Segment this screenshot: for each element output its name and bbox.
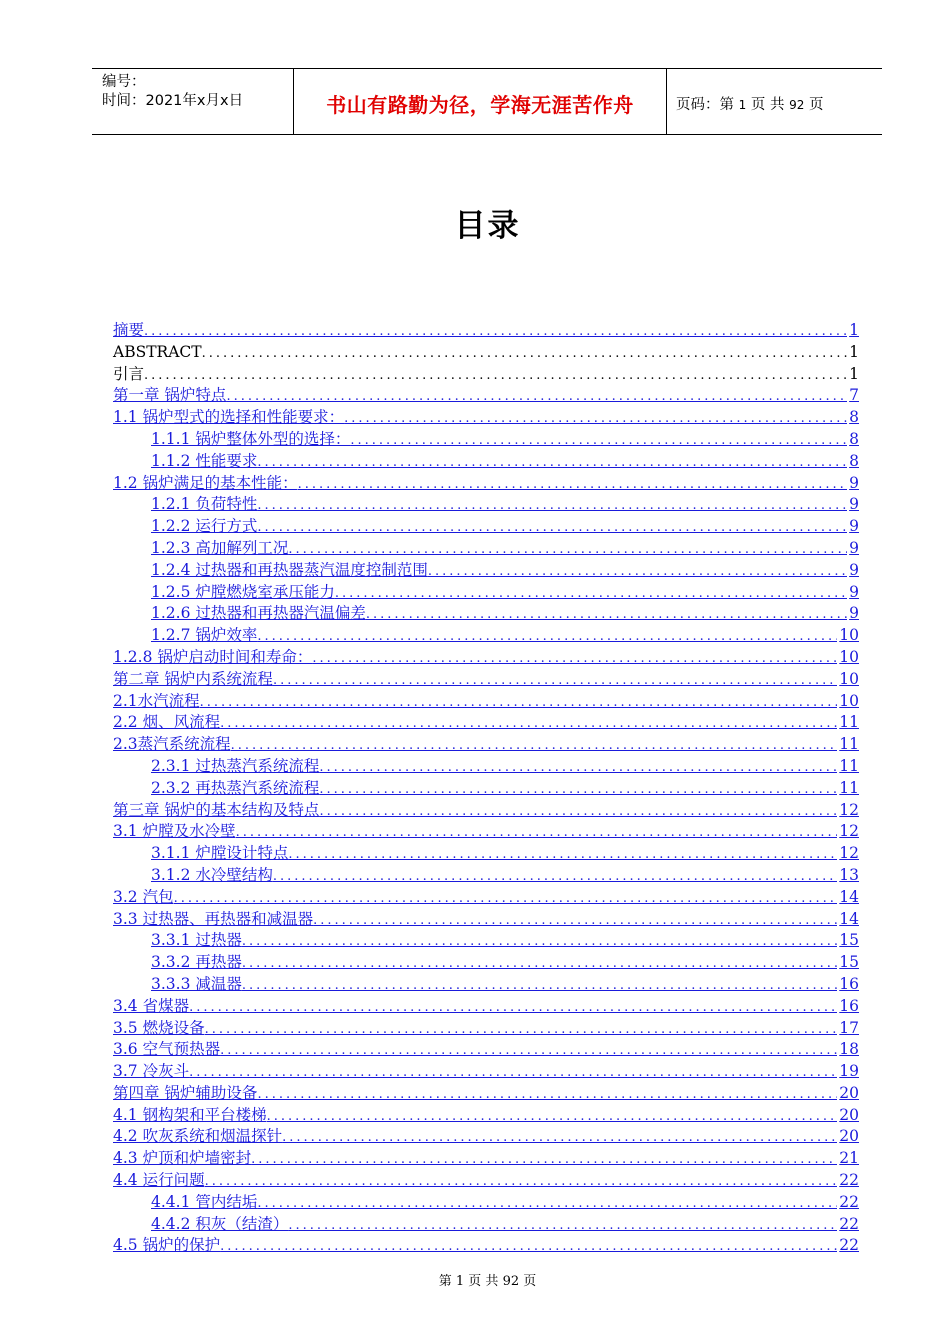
toc-entry[interactable] [113,1170,859,1192]
toc-entry[interactable] [113,1061,859,1083]
toc-entry-title: 第一章 锅炉特点 [113,386,227,405]
toc-entry-title: 3.1.1 炉膛设计特点 [151,844,289,863]
toc-entry[interactable] [113,603,859,625]
toc-dot-leader [257,452,847,474]
toc-dot-leader [312,648,837,670]
toc-entry-page: 9 [849,473,859,492]
toc-dot-leader [202,343,848,365]
toc-entry-title: 1.2.2 运行方式 [151,517,258,536]
toc-dot-leader [319,757,837,779]
toc-entry[interactable] [113,974,859,996]
toc-entry-page: 22 [839,1171,859,1190]
toc-dot-leader [251,1149,837,1171]
toc-entry-page: 15 [839,953,859,972]
toc-entry-title: 1.2.6 过热器和再热器汽温偏差 [151,604,366,623]
toc-dot-leader [344,408,847,430]
toc-entry-page: 22 [839,1192,859,1211]
toc-entry-page: 1 [849,321,859,339]
toc-entry[interactable] [113,1039,859,1061]
toc-dot-leader [288,1215,837,1237]
toc-entry[interactable] [113,843,859,865]
footer-mid: 页 共 [468,1274,499,1289]
toc-entry[interactable] [113,516,859,538]
toc-entry-title: ABSTRACT [113,342,202,361]
toc-entry[interactable] [113,952,859,974]
page-suffix: 页 [808,97,824,113]
toc-entry-title: 3.1 炉膛及水冷壁 [113,822,236,841]
toc-dot-leader [273,670,837,692]
toc-entry-page: 22 [839,1236,859,1255]
toc-entry-page: 12 [839,822,859,841]
toc-entry-page: 20 [839,1083,859,1102]
toc-entry[interactable] [113,691,859,713]
toc-entry-page: 11 [839,756,859,775]
page-mid: 页 共 [750,97,785,113]
toc-entry[interactable] [113,429,859,451]
toc-entry-title: 1.2.5 炉膛燃烧室承压能力 [151,582,335,601]
toc-entry[interactable] [113,712,859,734]
document-number-label: 编号： [102,74,146,90]
toc-entry-page: 20 [839,1105,859,1124]
toc-entry[interactable] [113,473,859,495]
toc-entry-title: 3.4 省煤器 [113,996,190,1015]
toc-entry-page: 8 [849,408,859,427]
toc-entry-page: 10 [839,691,859,710]
footer-prefix: 第 [438,1274,452,1289]
toc-entry[interactable] [113,407,859,429]
toc-entry-title: 2.3蒸汽系统流程 [113,735,231,754]
toc-dot-leader [205,1019,838,1041]
toc-entry-title: 3.3.3 减温器 [151,974,242,993]
toc-dot-leader [257,495,847,517]
toc-entry-page: 11 [839,778,859,797]
toc-dot-leader [200,692,838,714]
toc-entry-page: 18 [839,1040,859,1059]
document-time: 时间：2021年x月x日 [102,93,244,109]
toc-entry[interactable] [113,909,859,931]
toc-entry-title: 3.3 过热器、再热器和减温器 [113,909,314,928]
toc-entry[interactable] [113,1235,859,1257]
toc-dot-leader [319,779,837,801]
toc-entry-page: 20 [839,1127,859,1146]
toc-dot-leader [144,365,847,387]
toc-entry-page: 22 [839,1214,859,1233]
toc-entry-page: 8 [849,451,859,470]
toc-dot-leader [267,1106,838,1128]
page-prefix: 页码：第 [676,97,734,113]
toc-entry-page: 9 [849,582,859,601]
toc-dot-leader [313,910,837,932]
footer-current: 1 [455,1274,465,1289]
toc-entry-page: 8 [849,429,859,448]
page-header [92,68,882,135]
toc-entry-title: 1.1.2 性能要求 [151,451,258,470]
toc-entry-page: 1 [849,342,859,361]
toc-entry-title: 1.2.4 过热器和再热器蒸汽温度控制范围 [151,560,428,579]
toc-entry-title: 2.2 烟、风流程 [113,713,221,732]
toc-dot-leader [428,561,847,583]
toc-entry[interactable] [113,930,859,952]
header-page-indicator [676,93,823,114]
toc-entry[interactable] [113,821,859,843]
toc-entry[interactable] [113,320,859,342]
toc-entry-title: 3.6 空气预热器 [113,1040,221,1059]
toc-entry[interactable] [113,1126,859,1148]
toc-dot-leader [257,517,847,539]
page-current: 1 [738,98,747,112]
toc-dot-leader [288,844,837,866]
toc-entry-page: 9 [849,517,859,536]
toc-entry[interactable] [113,647,859,669]
toc-dot-leader [242,975,837,997]
toc-entry-page: 9 [849,495,859,514]
page-title: 目录 [454,208,521,244]
toc-dot-leader [257,1193,837,1215]
toc-entry-title: 第四章 锅炉辅助设备 [113,1083,258,1102]
toc-entry-page: 21 [839,1149,859,1168]
toc-entry[interactable] [113,887,859,909]
toc-entry-page: 9 [849,560,859,579]
toc-dot-leader [319,801,837,823]
toc-dot-leader [236,822,838,844]
toc-entry-title: 1.2.1 负荷特性 [151,495,258,514]
toc-dot-leader [220,1236,837,1258]
toc-entry[interactable] [113,1018,859,1040]
toc-entry-page: 12 [839,844,859,863]
toc-entry-page: 11 [839,735,859,754]
toc-entry[interactable] [113,1083,859,1105]
toc-entry-title: 3.7 冷灰斗 [113,1062,190,1081]
toc-entry[interactable] [113,669,859,691]
toc-dot-leader [226,386,847,408]
toc-entry-title: 2.1水汽流程 [113,691,200,710]
toc-entry-page: 15 [839,931,859,950]
toc-entry-title: 3.2 汽包 [113,887,174,906]
toc-dot-leader [298,474,848,496]
toc-dot-leader [282,1127,837,1149]
toc-entry[interactable] [113,778,859,800]
toc-dot-leader [335,583,847,605]
toc-entry[interactable] [113,1214,859,1236]
toc-entry-title: 2.3.1 过热蒸汽系统流程 [151,756,320,775]
table-of-contents [113,320,859,1257]
toc-entry-page: 7 [849,386,859,405]
toc-dot-leader [174,888,838,910]
toc-entry-page: 14 [839,909,859,928]
page-total: 92 [789,98,805,112]
toc-entry-title: 摘要 [113,321,145,339]
toc-dot-leader [242,931,837,953]
toc-entry[interactable] [113,865,859,887]
toc-entry-title: 1.2.8 锅炉启动时间和寿命： [113,647,313,666]
toc-dot-leader [205,1171,838,1193]
toc-entry[interactable] [113,996,859,1018]
toc-entry-title: 1.2 锅炉满足的基本性能： [113,473,298,492]
toc-entry-title: 3.3.1 过热器 [151,931,242,950]
toc-entry-title: 1.1 锅炉型式的选择和性能要求： [113,408,345,427]
toc-entry-title: 3.3.2 再热器 [151,953,242,972]
toc-entry-title: 引言 [113,364,145,383]
toc-entry[interactable] [113,538,859,560]
toc-dot-leader [144,321,847,343]
toc-dot-leader [350,430,847,452]
toc-dot-leader [231,735,838,757]
toc-entry-page: 16 [839,974,859,993]
toc-dot-leader [257,626,837,648]
toc-entry [113,364,859,386]
toc-entry-title: 1.2.3 高加解列工况 [151,538,289,557]
toc-entry-page: 9 [849,604,859,623]
toc-entry[interactable] [113,1148,859,1170]
toc-dot-leader [257,1084,837,1106]
toc-entry-page: 14 [839,887,859,906]
toc-dot-leader [366,604,847,626]
toc-entry-title: 4.1 钢构架和平台楼梯 [113,1105,267,1124]
toc-entry-title: 4.3 炉顶和炉墙密封 [113,1149,252,1168]
toc-entry-page: 9 [849,538,859,557]
toc-entry [113,342,859,364]
header-divider [666,69,667,134]
toc-entry-page: 10 [839,647,859,666]
toc-entry-page: 19 [839,1062,859,1081]
toc-entry-title: 3.1.2 水冷壁结构 [151,865,273,884]
toc-entry-title: 4.4.1 管内结垢 [151,1192,258,1211]
toc-entry-page: 12 [839,800,859,819]
toc-entry-title: 第二章 锅炉内系统流程 [113,669,273,688]
toc-dot-leader [189,1062,837,1084]
toc-entry[interactable] [113,625,859,647]
toc-entry[interactable] [113,1192,859,1214]
toc-dot-leader [273,866,837,888]
toc-entry-title: 4.5 锅炉的保护 [113,1236,221,1255]
toc-dot-leader [242,953,837,975]
toc-entry-page: 10 [839,626,859,645]
toc-entry[interactable] [113,385,859,407]
toc-entry-page: 11 [839,713,859,732]
toc-entry[interactable] [113,582,859,604]
toc-dot-leader [220,1040,837,1062]
header-meta [102,73,243,111]
toc-entry-title: 1.2.7 锅炉效率 [151,626,258,645]
toc-entry[interactable] [113,494,859,516]
toc-entry[interactable] [113,756,859,778]
header-motto: 书山有路勤为径，学海无涯苦作舟 [326,93,634,117]
toc-entry-title: 2.3.2 再热蒸汽系统流程 [151,778,320,797]
toc-entry-page: 13 [839,865,859,884]
footer-suffix: 页 [523,1274,537,1289]
toc-entry-page: 17 [839,1018,859,1037]
toc-entry[interactable] [113,734,859,756]
toc-entry[interactable] [113,800,859,822]
toc-entry-title: 4.2 吹灰系统和烟温探针 [113,1127,283,1146]
toc-entry-title: 3.5 燃烧设备 [113,1018,205,1037]
toc-entry-title: 4.4.2 积灰（结渣） [151,1214,289,1233]
toc-entry-page: 10 [839,669,859,688]
toc-entry-title: 4.4 运行问题 [113,1171,205,1190]
toc-dot-leader [220,713,837,735]
toc-entry-page: 1 [849,364,859,383]
page-footer [0,1270,950,1289]
toc-entry-page: 16 [839,996,859,1015]
toc-entry-title: 第三章 锅炉的基本结构及特点 [113,800,320,819]
toc-entry[interactable] [113,1105,859,1127]
toc-entry-title: 1.1.1 锅炉整体外型的选择： [151,429,351,448]
footer-total: 92 [502,1274,520,1289]
toc-entry[interactable] [113,451,859,473]
toc-dot-leader [288,539,847,561]
toc-entry[interactable] [113,560,859,582]
toc-dot-leader [189,997,837,1019]
